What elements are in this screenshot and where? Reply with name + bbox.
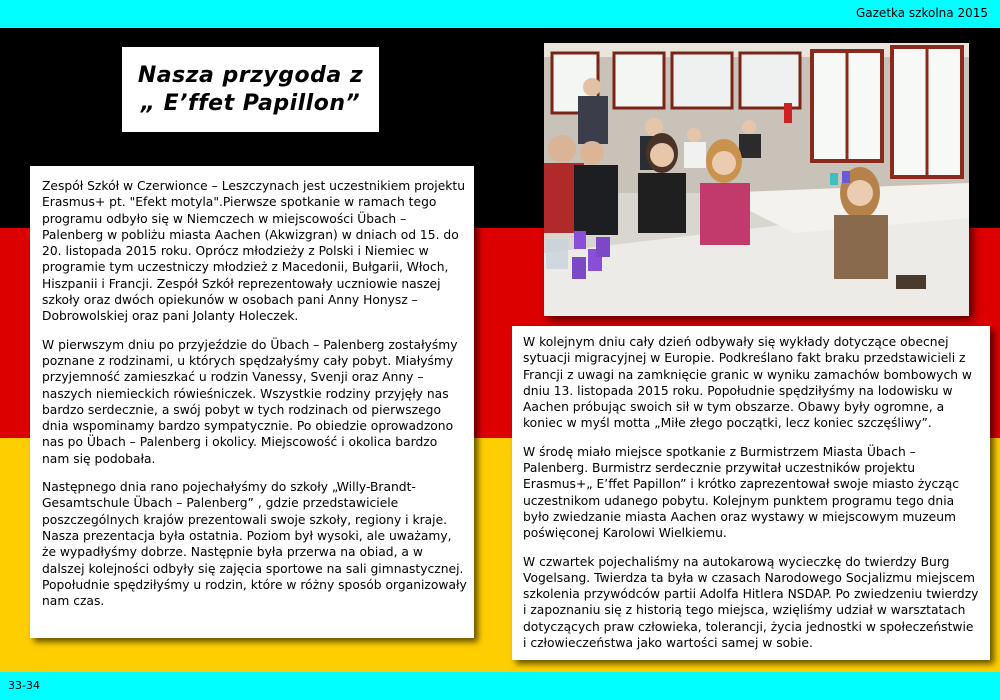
paragraph: W pierwszym dniu po przyjeździe do Übach – Palenberg zostałyśmy poznane z rodzinami, u których spędzałyśmy cały pobyt. Miałyśmy przyjemność zamieszkać u rodzin Vanessy, Svenji oraz Anny – naszych niemieckich rówieśniczek. Wszystkie rodziny przyjęły nas bardzo serdecznie, a swój pobyt w tych rodzinach od pierwszego dnia wspominamy bardzo sympatycznie. Po obiedzie oprowadzono nas po Übach – Palenberg i okolicy. Miejscowość i okolica bardzo nam się podobała. [42, 337, 458, 466]
left-text-box [30, 166, 474, 638]
paragraph: W środę miało miejsce spotkanie z Burmistrzem Miasta Übach – Palenberg. Burmistrz serdecznie przywitał uczestników projektu Erasmus+„ E’ffet Papillon” i krótko zaprezentował swoje miasto życząc uczestnikom udanego pobytu. Kolejnym punktem programu tego dnia było zwiedzanie miasta Aachen oraz wystawy w miejscowym muzeum poświęconej Karolowi Wielkiemu. [523, 444, 960, 541]
paragraph: W czwartek pojechaliśmy na autokarową wycieczkę do twierdzy Burg Vogelsang. Twierdza ta była w czasach Narodowego Socjalizmu miejscem szkolenia przywódców partii Adolfa Hitlera NSDAP. Po zwiedzeniu twierdzy i zapoznaniu się z historią tego miejsca, wzięliśmy udział w warsztatach dotyczących praw człowieka, tolerancji, życia jednostki w społeczeństwie i człowieczeństwa jako wartości samej w sobie. [523, 554, 979, 651]
paragraph: Następnego dnia rano pojechałyśmy do szkoły „Willy-Brandt-Gesamtschule Übach – Palenberg” , gdzie przedstawiciele poszczególnych krajów prezentowali swoje szkoły, regiony i kraje. Nasza prezentacja była ostatnia. Poziom był wysoki, ale uważamy, że wypadłyśmy dobrze. Następnie była przerwa na obiad, a w dalszej kolejności odbyły się zajęcia sportowe na sali gimnastycznej. Popołudnie spędziłyśmy u rodzin, które w różny sposób organizowały nam czas. [42, 480, 467, 609]
paragraph: Zespół Szkół w Czerwionce – Leszczynach jest uczestnikiem projektu Erasmus+ pt. "Efekt motyla".Pierwsze spotkanie w ramach tego programu odbyło się w Niemczech w miejscowości Übach – Palenberg w pobliżu miasta Aachen (Akwizgran) w dniach od 15. do 20. listopada 2015 roku. Oprócz młodzieży z Polski i Niemiec w programie tym uczestniczy młodzież z Macedonii, Bułgarii, Włoch, Hiszpanii i Francji. Zespół Szkół reprezentowały uczniowie naszej szkoły oraz dwóch opiekunów w osobach pani Anny Honysz – Dobrowolskiej oraz pani Jolanty Holeczek. [42, 179, 466, 324]
article-title-line1: Nasza przygoda z [137, 62, 364, 88]
right-text-box [512, 326, 990, 660]
footer-bar [0, 672, 1000, 700]
group-photo [544, 43, 969, 316]
article-title-line2: „ E’ffet Papillon” [140, 90, 361, 116]
article-title [122, 47, 379, 132]
header-bar [0, 0, 1000, 28]
newspaper-title: Gazetka szkolna 2015 [855, 6, 988, 20]
photo-illustration [544, 43, 969, 316]
page-number: 33-34 [8, 679, 40, 692]
paragraph: W kolejnym dniu cały dzień odbywały się wykłady dotyczące obecnej sytuacji migracyjnej w Europie. Podkreślano fakt braku przedstawicieli z Francji z uwagi na zamknięcie granic w wyniku zamachów bombowych w dniu 13. listopada 2015 roku. Popołudnie spędziłyśmy na lodowisku w Aachen próbując swoich sił w tym obszarze. Obawy były ogromne, a koniec w myśl motta „Miłe złego początki, lecz koniec szczęśliwy”. [523, 335, 972, 431]
